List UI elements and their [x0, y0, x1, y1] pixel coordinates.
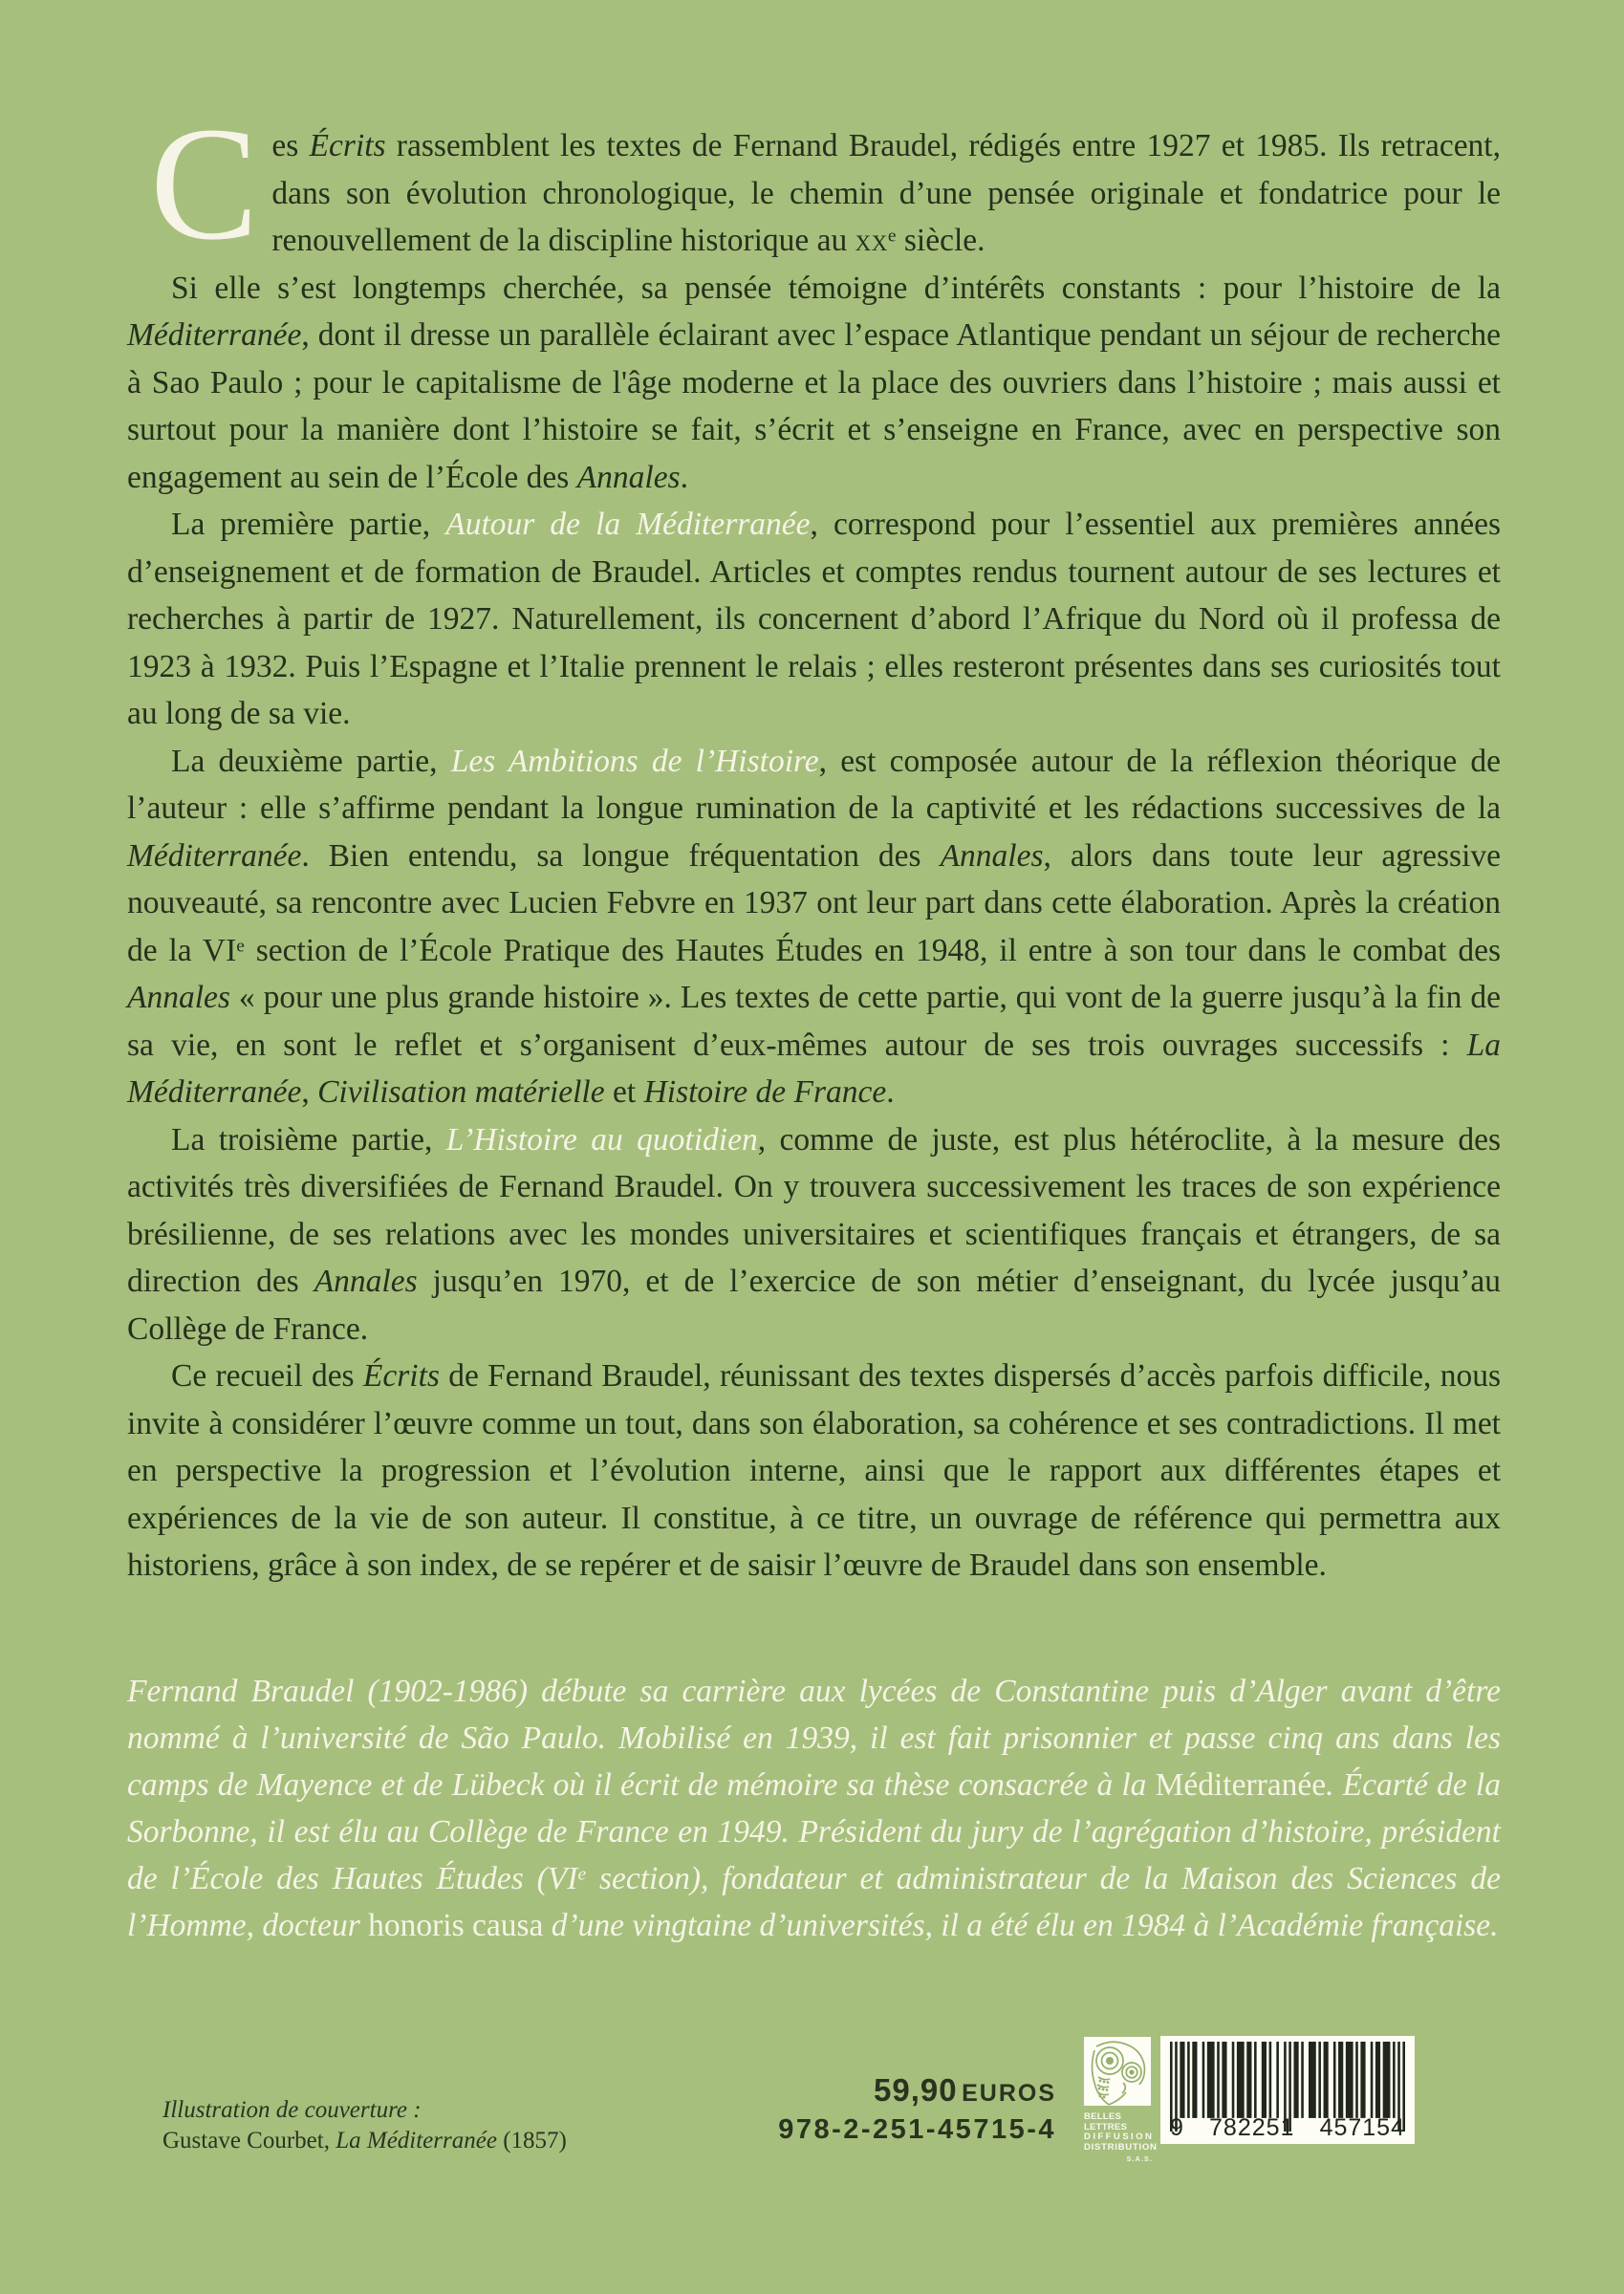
text-run: d’une vingtaine d’universités, il a été élu en 1984 à l’Académie française. — [543, 1908, 1499, 1943]
drop-cap: C — [150, 94, 259, 273]
text-run: , est composée autour de la réflexion théorique de l’auteur : elle s’affirme pendant la longue rumination de la captivité et les rédactions successives de la — [127, 743, 1501, 826]
blurb-paragraph — [127, 1353, 1501, 1590]
text-run: La première partie, — [171, 507, 446, 542]
text-run: xx — [855, 223, 888, 258]
text-run: siècle. — [896, 223, 985, 258]
author-bio — [127, 1668, 1501, 1949]
text-run: Si elle s’est longtemps cherchée, sa pensée témoigne d’intérêts constants : pour l’histoire de la — [171, 270, 1501, 306]
text-run: e — [887, 226, 897, 247]
text-run: . Écarté de la Sorbonne, il est élu au Collège de France en 1949. Président du jury de l’agrégation d’histoire, président de l’École des Hautes Études (VI — [127, 1767, 1501, 1896]
text-run: et — [604, 1074, 644, 1110]
text-run: , dont il dresse un parallèle éclairant avec l’espace Atlantique pendant un séjour de recherche à Sao Paulo ; pour le capitalisme de l'âge moderne et la place des ouvriers dans l’histoire ; mais aussi et surtout pour la manière dont l’histoire se fait, s’écrit et s’enseigne en France, avec en perspective son engagement au sein de l’École des — [127, 317, 1501, 495]
text-run: es — [271, 128, 310, 163]
text-run: L’Histoire au quotidien — [445, 1121, 758, 1158]
text-run: (1857) — [496, 2128, 567, 2153]
blurb-paragraph — [127, 1116, 1501, 1353]
isbn: 978-2-251-45715-4 — [778, 2114, 1056, 2145]
text-run: rassemblent les textes de Fernand Braudel, rédigés entre 1927 et 1985. Ils retracent, dans son évolution chronologique, le chemin d’une pensée originale et fondatrice pour le renouvellement de la discipline historique au — [271, 128, 1501, 258]
blurb-paragraph — [127, 94, 1501, 273]
publisher-line: S.A.S. — [1126, 2156, 1153, 2163]
price-currency: EUROS — [962, 2080, 1056, 2107]
cover-credit — [162, 2095, 660, 2156]
publisher-line: BELLES LETTRES — [1084, 2111, 1128, 2132]
credit-line2 — [162, 2126, 660, 2156]
text-run: e — [577, 1864, 587, 1885]
text-run: Méditerranée — [1155, 1767, 1327, 1803]
barcode-digit-group: 782251 — [1209, 2114, 1295, 2141]
text-run: de Fernand Braudel, réunissant des textes dispersés d’accès parfois difficile, nous invite à considérer l’œuvre comme un tout, dans son élaboration, sa cohérence et ses contradictions. Il met en perspective la progression et l’évolution interne, ainsi que le rapport aux différentes étapes et expériences de la vie de son auteur. Il constitue, à ce titre, un ouvrage de référence qui permettra aux historiens, grâce à son index, de se repérer et de saisir l’œuvre de Braudel dans son ensemble. — [127, 1358, 1502, 1583]
text-run: e — [236, 935, 245, 956]
blurb-paragraph — [127, 501, 1501, 738]
text-run: Gustave Courbet, — [162, 2128, 336, 2153]
text-run: Autour de la Méditerranée — [445, 507, 811, 542]
price-amount: 59,90 — [874, 2072, 958, 2108]
text-run: , — [301, 1074, 318, 1110]
publisher-logo — [1084, 2037, 1151, 2106]
barcode-digit-group: 457154 — [1319, 2114, 1405, 2141]
text-run: jusqu’en 1970, et de l’exercice de son métier d’enseignant, du lycée jusqu’au Collège de France. — [127, 1264, 1501, 1347]
text-run: , comme de juste, est plus hétéroclite, à la mesure des activités très diversifiées de Fernand Braudel. On y trouvera successivement les traces de son expérience brésilienne, de ses relations avec les mondes universitaires et scientifiques français et étrangers, de sa direction des — [127, 1121, 1501, 1299]
text-run: Ce recueil des — [171, 1358, 363, 1394]
text-run: Les Ambitions de l’Histoire — [450, 743, 819, 779]
barcode — [1160, 2036, 1415, 2144]
text-run: Écrits — [362, 1358, 440, 1394]
text-run: « pour une plus grande histoire ». Les textes de cette partie, qui vont de la guerre jusqu’à la fin de sa vie, en sont le reflet et s’organisent d’eux-mêmes autour de ses trois ouvrages successifs : — [127, 980, 1501, 1063]
text-run: Fernand Braudel (1902-1986) débute sa carrière aux lycées de Constantine puis d’Alger avant d’être nommé à l’université de São Paulo. Mobilisé en 1939, il est fait prisonnier et passe cinq ans dans les camps de Mayence et de Lübeck où il écrit de mémoire sa thèse consacrée à la — [127, 1674, 1501, 1803]
text-run: Civilisation matérielle — [317, 1074, 605, 1110]
owl-icon — [1084, 2037, 1151, 2106]
text-run: , correspond pour l’essentiel aux premières années d’enseignement et de formation de Braudel. Articles et comptes rendus tournent autour de ses lectures et recherches à partir de 1927. Naturellement, ils concernent d’abord l’Afrique du Nord où il professa de 1923 à 1932. Puis l’Espagne et l’Italie prennent le relais ; elles resteront présentes dans ses curiosités tout au long de sa vie. — [127, 507, 1502, 731]
text-run: La Méditerranée — [336, 2128, 497, 2153]
blurb-paragraph — [127, 738, 1501, 1116]
text-run: Méditerranée — [127, 317, 302, 353]
barcode-digits — [1170, 2114, 1405, 2142]
text-run: Écrits — [309, 128, 386, 163]
text-run: La deuxième partie, — [171, 743, 451, 779]
publisher-line: DIFFUSION — [1084, 2132, 1155, 2142]
text-run: La Méditerranée — [127, 1027, 1501, 1110]
publisher-line: DISTRIBUTION — [1084, 2141, 1158, 2153]
credit-line1: Illustration de couverture : — [162, 2097, 422, 2123]
text-run: . — [680, 459, 688, 495]
blurb-paragraph — [127, 265, 1501, 502]
text-run: Méditerranée — [127, 837, 302, 874]
text-run: Histoire de France — [643, 1074, 887, 1110]
text-run: Annales — [314, 1264, 418, 1299]
text-run: Annales — [576, 459, 681, 495]
publisher-name — [1084, 2111, 1158, 2166]
barcode-digit-group: 9 — [1170, 2114, 1184, 2141]
text-run: , alors dans toute leur agressive nouveauté, sa rencontre avec Lucien Febvre en 1937 ont leur part dans cette élaboration. Après la création de la VI — [127, 837, 1501, 968]
text-run: Annales — [940, 837, 1044, 874]
price — [874, 2072, 1056, 2109]
text-run: Annales — [127, 980, 230, 1015]
blurb — [127, 94, 1502, 1590]
text-run: La troisième partie, — [171, 1121, 446, 1158]
text-run: section de l’École Pratique des Hautes Études en 1948, il entre à son tour dans le combat des — [244, 932, 1501, 968]
text-run: . Bien entendu, sa longue fréquentation des — [301, 837, 941, 874]
text-run: . — [886, 1074, 895, 1110]
text-run: section), fondateur et administrateur de la Maison des Sciences de l’Homme, docteur — [127, 1861, 1501, 1943]
text-run: honoris causa — [368, 1908, 544, 1943]
